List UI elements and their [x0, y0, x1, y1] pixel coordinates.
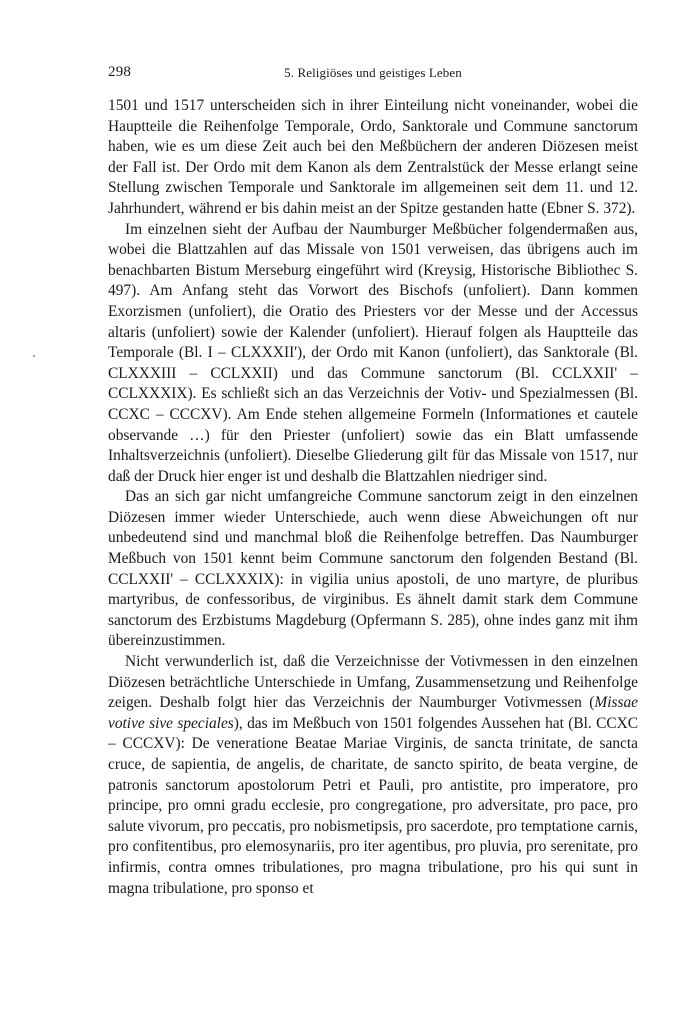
paragraph-4-text-after: ), das im Meßbuch von 1501 folgendes Aussehen hat (Bl. CCXC – CCCXV): De veneratione Beatae Mariae Virginis, de sancta trinitate, de sancta cruce, de sapientia, de angelis, de charitate, de sancto spirito, de beata vergine, de patronis sanctorum apostolorum Petri et Pauli, pro antistite, pro imperatore, pro principe, pro omni gradu ecclesie, pro congregatione, pro adversitate, pro pace, pro salute vivorum, pro peccatis, pro nobismetipsis, pro sacerdote, pro temptatione carnis, pro confitentibus, pro elemosynariis, pro iter agentibus, pro pluvia, pro serenitate, pro infirmis, contra omnes tribulationes, pro magna tribulatione, pro his qui sunt in magna tribulatione, pro sponso et [108, 714, 639, 897]
running-title: 5. Religiöses und geistiges Leben [284, 65, 462, 80]
margin-mark [33, 355, 35, 357]
page-number: 298 [108, 64, 132, 80]
paragraph-4 [108, 652, 638, 899]
running-header [108, 64, 638, 86]
body-text [108, 96, 638, 899]
paragraph-4-italic-title: Missae votive sive speciales [108, 694, 638, 732]
paragraph-1: 1501 und 1517 unterscheiden sich in ihrer Einteilung nicht voneinander, wobei die Hauptteile die Reihenfolge Temporale, Ordo, Sanktorale und Commune sanctorum haben, wie es um diese Zeit auch bei den Meßbüchern der anderen Diözesen meist der Fall ist. Der Ordo mit dem Kanon als dem Zentralstück der Messe erlangt seine Stellung zwischen Temporale und Sanktorale im allgemeinen seit dem 11. und 12. Jahrhundert, während er bis dahin meist an der Spitze gestanden hatte (Ebner S. 372). [108, 97, 638, 217]
paragraph-3: Das an sich gar nicht umfangreiche Commune sanctorum zeigt in den einzelnen Diözesen immer wieder Unterschiede, auch wenn diese Abweichungen oft nur unbedeutend sind und manchmal bloß die Reihenfolge betreffen. Das Naumburger Meßbuch von 1501 kennt beim Commune sanctorum den folgenden Bestand (Bl. CCLXXII' – CCLXXXIX): in vigilia unius apostoli, de uno martyre, de pluribus martyribus, de confessoribus, de virginibus. Es ähnelt damit stark dem Commune sanctorum des Erzbistums Magdeburg (Opfermann S. 285), ohne indes ganz mit ihm übereinzustimmen. [108, 488, 638, 650]
paragraph-4-text-before: Nicht verwunderlich ist, daß die Verzeichnisse der Votivmessen in den einzelnen Diözesen beträchtliche Unterschiede in Umfang, Zusammensetzung und Reihenfolge zeigen. Deshalb folgt hier das Verzeichnis der Naumburger Votivmessen ( [108, 653, 638, 712]
paragraph-2: Im einzelnen sieht der Aufbau der Naumburger Meßbücher folgendermaßen aus, wobei die Blattzahlen auf das Missale von 1501 verweisen, das übrigens auch im benachbarten Bistum Merseburg eingeführt wird (Kreysig, Historische Bibliothec S. 497). Am Anfang steht das Vorwort des Bischofs (unfoliert). Dann kommen Exorzismen (unfoliert), die Oratio des Priesters vor der Messe und der Accessus altaris (unfoliert) sowie der Kalender (unfoliert). Hierauf folgen als Hauptteile das Temporale (Bl. I – CLXXXII'), der Ordo mit Kanon (unfoliert), das Sanktorale (Bl. CLXXXIII – CCLXXII) und das Commune sanctorum (Bl. CCLXXII' – CCLXXXIX). Es schließt sich an das Verzeichnis der Votiv- und Spezialmessen (Bl. CCXC – CCCXV). Am Ende stehen allgemeine Formeln (Informationes et cautele observande …) für den Priester (unfoliert) sowie das ein Blatt umfassende Inhaltsverzeichnis (unfoliert). Dieselbe Gliederung gilt für das Missale von 1517, nur daß der Druck hier enger ist und deshalb die Blattzahlen niedriger sind. [108, 220, 638, 485]
